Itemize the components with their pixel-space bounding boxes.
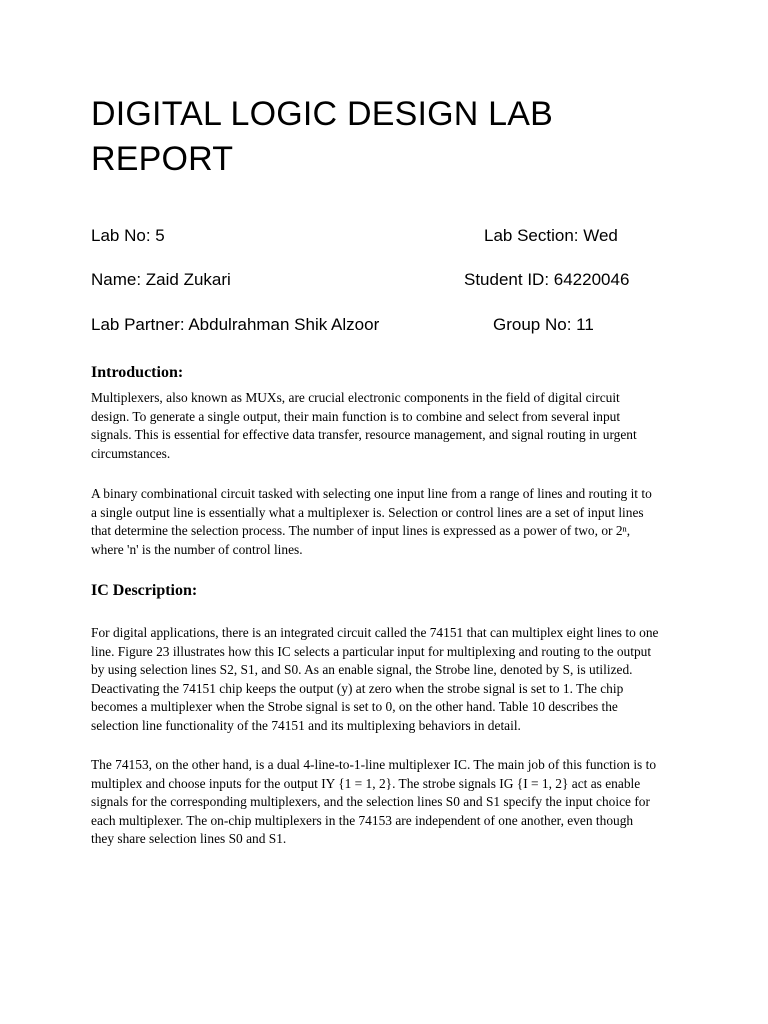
lab-partner: Lab Partner: Abdulrahman Shik Alzoor (91, 315, 380, 334)
student-name: Name: Zaid Zukari (91, 270, 231, 289)
document-title (91, 92, 691, 182)
text-line: by using selection lines S2, S1, and S0. As an enable signal, the Strobe line, denoted by S, is utilized. (91, 662, 633, 678)
text-line: a single output line is essentially what a multiplexer is. Selection or control lines are a set of input lines (91, 504, 644, 520)
info-row-partner (91, 313, 681, 337)
text-line: they share selection lines S0 and S1. (91, 831, 287, 847)
ic-description-heading: IC Description: (91, 582, 198, 599)
text-line: circumstances. (91, 445, 171, 461)
text-line: design. To generate a single output, their main function is to combine and select from several input (91, 408, 621, 424)
text-line: selection line functionality of the 74151 and its multiplexing behaviors in detail. (91, 717, 521, 733)
text-line: For digital applications, there is an integrated circuit called the 74151 that can multiplex eight lines to one (91, 625, 659, 640)
introduction-paragraph-1 (91, 389, 681, 463)
student-id: Student ID: 64220046 (464, 270, 630, 289)
text-line: that determine the selection process. The number of input lines is expressed as a power of two, or 2ⁿ, (91, 523, 631, 539)
text-line: Deactivating the 74151 chip keeps the output (y) at zero when the strobe signal is set to 1. The chip (91, 680, 624, 696)
ic-description-paragraph-1 (91, 624, 681, 736)
text-line: where 'n' is the number of control lines. (91, 541, 303, 557)
text-line: becomes a multiplexer when the Strobe signal is set to 0, on the other hand. Table 10 describes the (91, 699, 618, 715)
text-line: each multiplexer. The on-chip multiplexers in the 74153 are independent of one another, even though (91, 812, 634, 828)
text-line: signals for the corresponding multiplexers, and the selection lines S0 and S1 specify the input choice for (91, 794, 650, 810)
info-row-student (91, 268, 681, 292)
introduction-paragraph-2 (91, 485, 681, 559)
title-line-2: REPORT (91, 140, 234, 178)
text-line: Multiplexers, also known as MUXs, are crucial electronic components in the field of digital circuit (91, 390, 620, 405)
text-line: multiplex and choose inputs for the output IY {1 = 1, 2}. The strobe signals IG {I = 1, 2} act as enable (91, 775, 641, 791)
group-number: Group No: 11 (493, 315, 594, 334)
info-row-lab (91, 224, 681, 248)
lab-number: Lab No: 5 (91, 226, 165, 245)
text-line: signals. This is essential for effective data transfer, resource management, and signal routing in urgent (91, 427, 637, 443)
text-line: The 74153, on the other hand, is a dual 4-line-to-1-line multiplexer IC. The main job of this function is to (91, 757, 657, 772)
introduction-heading: Introduction: (91, 364, 184, 381)
ic-description-paragraph-2 (91, 756, 681, 849)
text-line: A binary combinational circuit tasked with selecting one input line from a range of lines and routing it to (91, 486, 652, 501)
lab-section: Lab Section: Wed (484, 226, 618, 245)
text-line: line. Figure 23 illustrates how this IC selects a particular input for multiplexing and routing to the output (91, 643, 652, 659)
title-line-1: DIGITAL LOGIC DESIGN LAB (91, 95, 554, 133)
